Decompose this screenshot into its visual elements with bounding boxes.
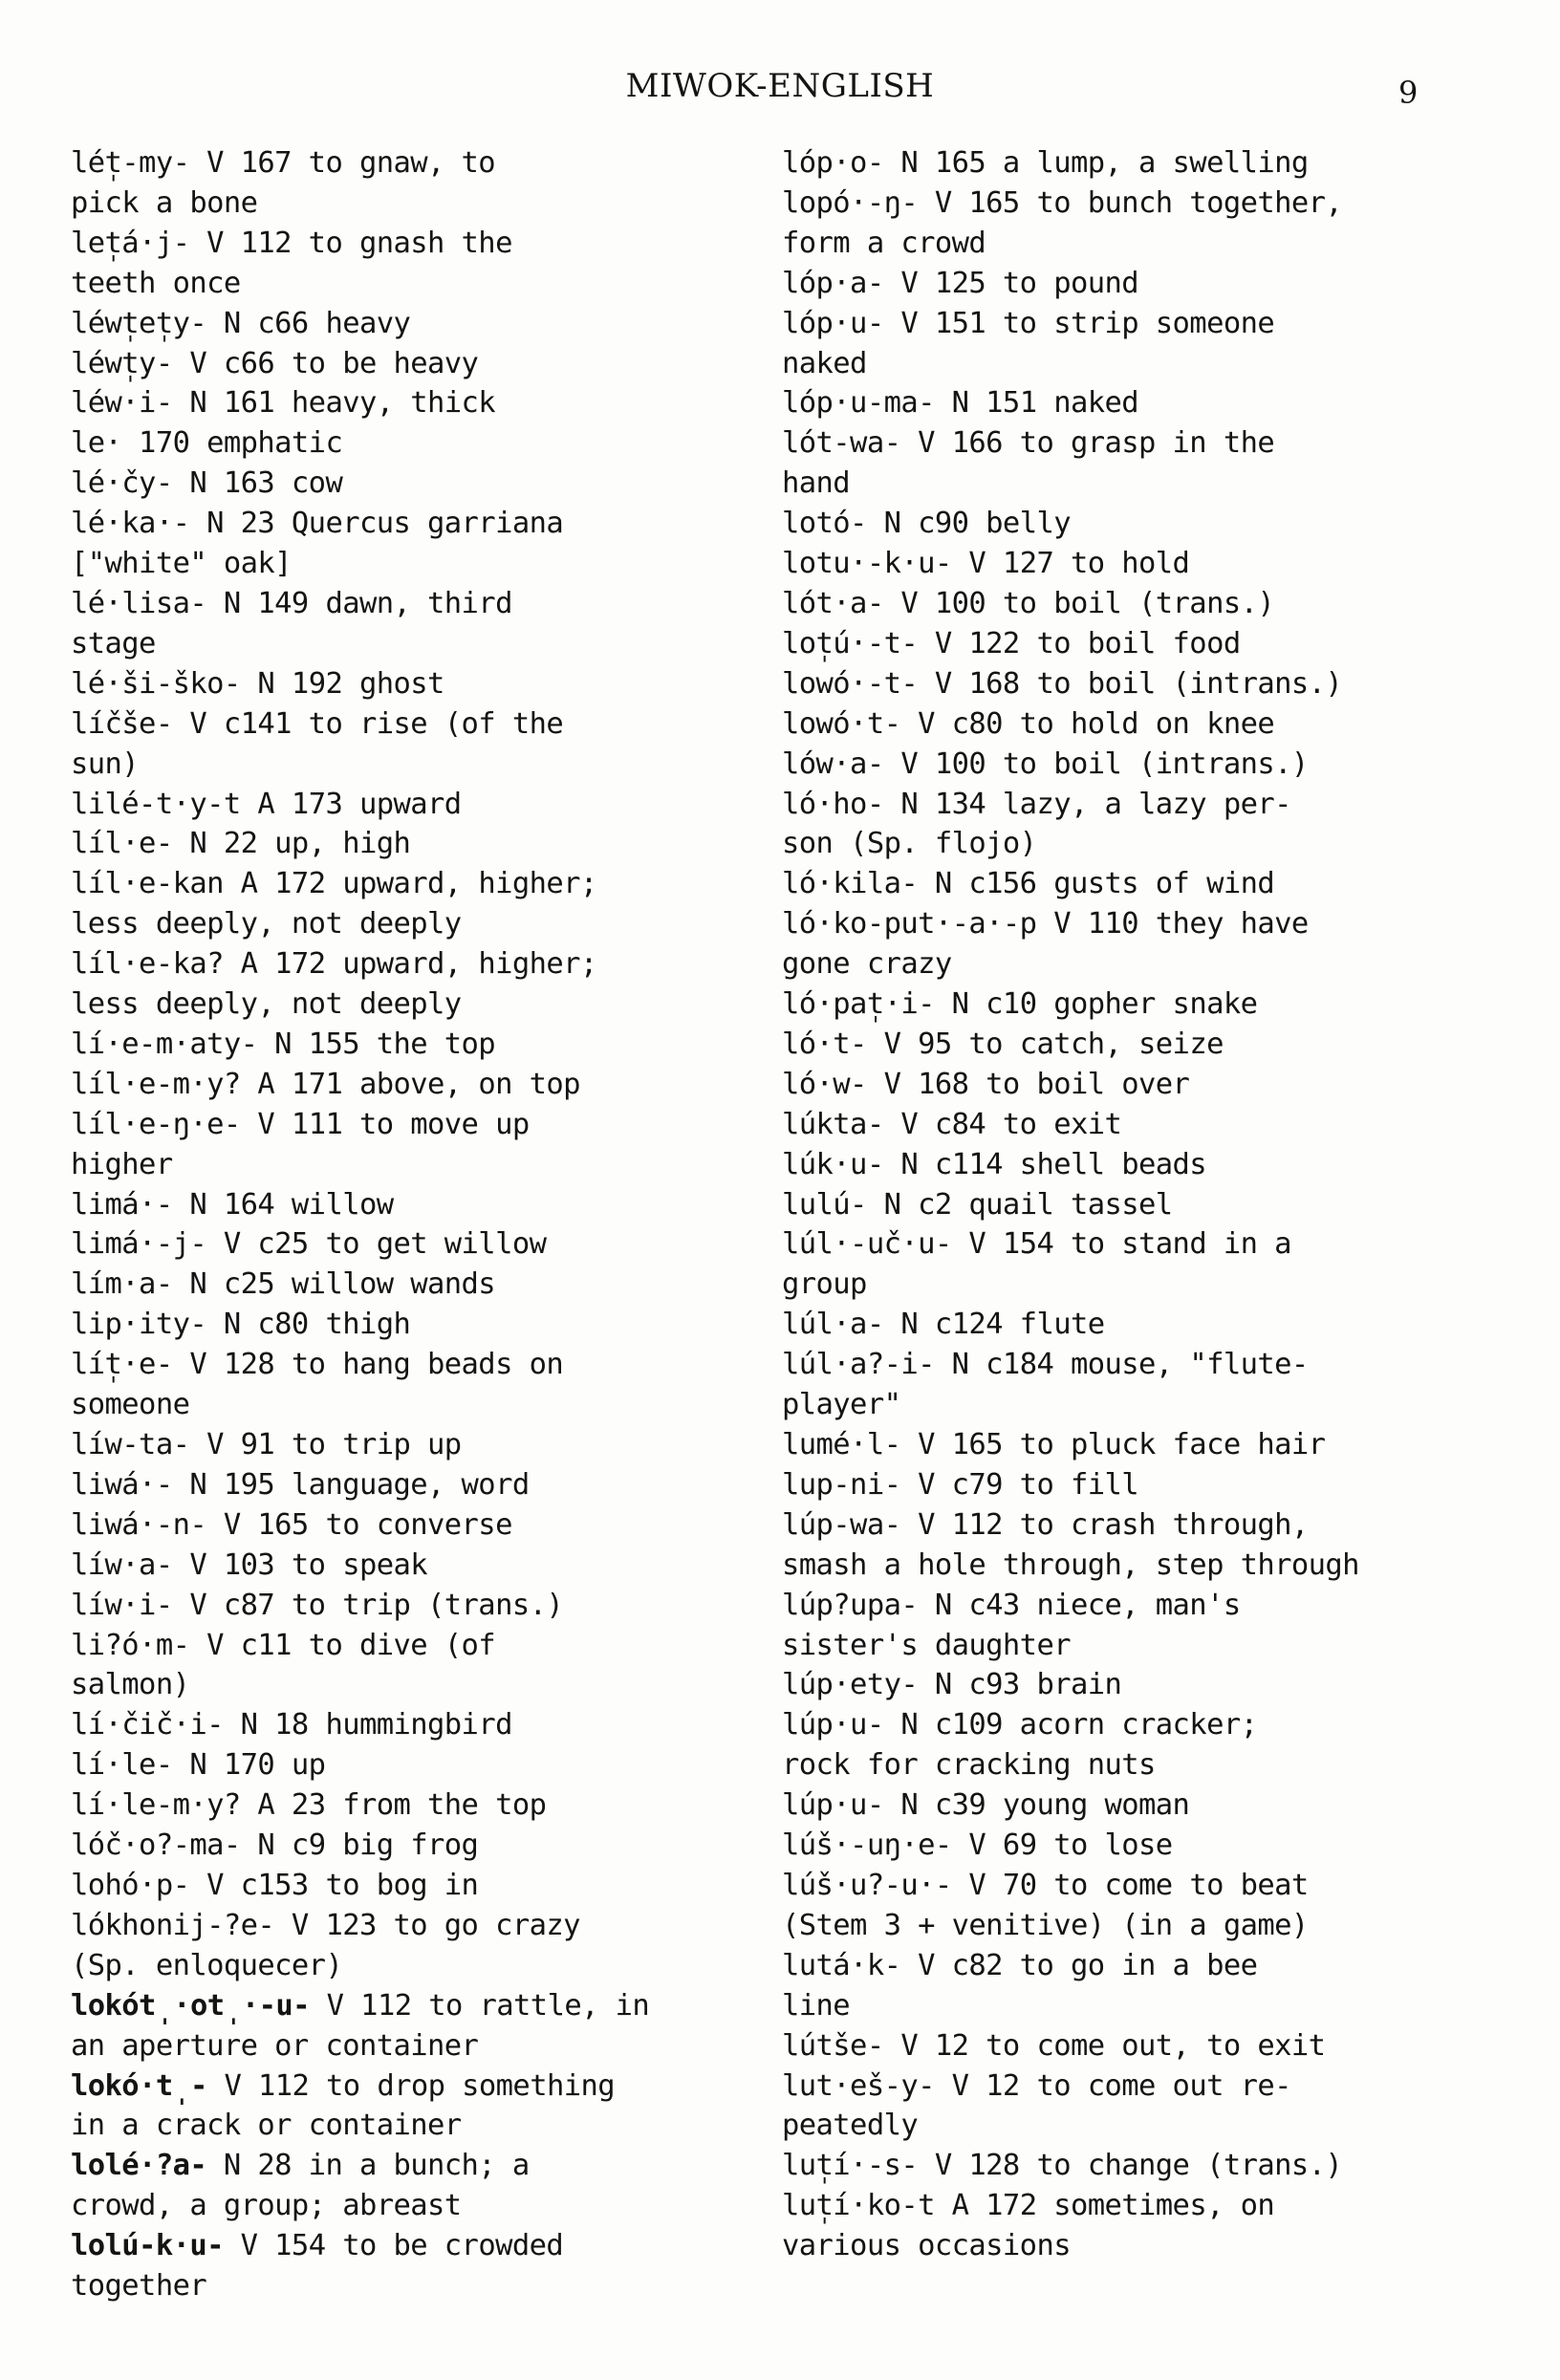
- entry-definition: V 165 to bunch together,: [918, 185, 1343, 220]
- entry-continuation: naked: [782, 346, 867, 380]
- entry-definition: V c80 to hold on knee: [900, 706, 1275, 741]
- entry-continuation: various occasions: [782, 2229, 1071, 2263]
- dictionary-entry: [782, 383, 1489, 423]
- entry-definition: V 128 to change (trans.): [918, 2149, 1343, 2183]
- entry-definition: V 165 to converse: [206, 1507, 512, 1542]
- entry-definition: N c80 thigh: [206, 1308, 411, 1342]
- entry-definition: A 172 sometimes, on: [934, 2189, 1275, 2223]
- entry-headword: lúš·u?-u·-: [782, 1868, 952, 1902]
- entry-continuation: gone crazy: [782, 947, 952, 982]
- dictionary-entry: [782, 1465, 1489, 1505]
- running-head: MIWOK-ENGLISH: [625, 67, 935, 105]
- entry-definition: N 165 a lump, a swelling: [883, 146, 1309, 180]
- entry-headword: lí·le-m·y?: [71, 1788, 241, 1823]
- entry-definition: N c124 flute: [883, 1308, 1105, 1342]
- entry-headword: lúš·-uŋ·e-: [782, 1828, 952, 1863]
- dictionary-entry: [71, 1705, 749, 1745]
- dictionary-entry: [782, 1946, 1489, 2026]
- entry-definition: V 112 to rattle, in: [309, 1988, 650, 2023]
- entry-headword: lóp·a-: [782, 266, 884, 300]
- entry-definition: V 95 to catch, seize: [866, 1027, 1224, 1061]
- dictionary-entry: [782, 904, 1489, 984]
- entry-continuation: smash a hole through, step through: [782, 1547, 1359, 1582]
- entry-continuation: sister's daughter: [782, 1628, 1071, 1662]
- dictionary-entry: [782, 1665, 1489, 1705]
- entry-headword: lóp·u-: [782, 306, 884, 340]
- entry-definition: V c84 to exit: [883, 1107, 1122, 1141]
- entry-headword: líl·e-kan: [71, 867, 224, 901]
- entry-definition: V 69 to lose: [951, 1828, 1173, 1863]
- dictionary-entry: [782, 1185, 1489, 1225]
- dictionary-entry: [782, 2146, 1489, 2186]
- entry-continuation: hand: [782, 466, 851, 501]
- entry-definition: N 155 the top: [257, 1027, 496, 1061]
- dictionary-entry: [71, 504, 749, 584]
- dictionary-entry: [71, 704, 749, 785]
- entry-continuation: less deeply, not deeply: [71, 907, 462, 941]
- dictionary-entry: [782, 2026, 1489, 2066]
- entry-headword: lut·eš-y-: [782, 2068, 935, 2103]
- entry-definition: N 149 dawn, third: [206, 586, 512, 620]
- entry-headword: lé·ši-ško-: [71, 666, 241, 701]
- entry-definition: N 195 language, word: [172, 1467, 530, 1502]
- entry-continuation: rock for cracking nuts: [782, 1748, 1156, 1783]
- dictionary-entry: [71, 1505, 749, 1546]
- entry-headword: lohó·p-: [71, 1868, 190, 1902]
- entry-definition: V 167 to gnaw, to: [189, 146, 496, 180]
- entry-headword: let̩á·j-: [71, 226, 190, 260]
- entry-headword: lolé·?a-: [71, 2149, 207, 2183]
- entry-headword: léwt̩y-: [71, 346, 173, 380]
- dictionary-entry: [782, 184, 1489, 264]
- dictionary-entry: [782, 1866, 1489, 1946]
- entry-headword: liwá·-n-: [71, 1507, 207, 1542]
- entry-definition: N 22 up, high: [172, 827, 411, 861]
- dictionary-entry: [782, 2066, 1489, 2147]
- dictionary-entry: [71, 1345, 749, 1425]
- entry-headword: lúp-wa-: [782, 1507, 901, 1542]
- dictionary-entry: [71, 304, 749, 344]
- entry-headword: lowó·-t-: [782, 666, 919, 701]
- dictionary-entry: [782, 664, 1489, 704]
- entry-definition: N c2 quail tassel: [866, 1187, 1173, 1222]
- entry-headword: lúkta-: [782, 1107, 884, 1141]
- entry-headword: lót·a-: [782, 586, 884, 620]
- dictionary-entry: [782, 1105, 1489, 1145]
- entry-continuation: higher: [71, 1147, 173, 1181]
- entry-headword: lotu·-k·u-: [782, 547, 952, 581]
- entry-headword: lúl·-uč·u-: [782, 1227, 952, 1262]
- entry-continuation: salmon): [71, 1668, 190, 1702]
- entry-headword: lókhonij-?e-: [71, 1908, 275, 1942]
- dictionary-entry: [71, 423, 749, 464]
- entry-definition: V 112 to gnash the: [189, 226, 512, 260]
- entry-headword: líl·e-ŋ·e-: [71, 1107, 241, 1141]
- entry-headword: lilé-t·y-t: [71, 787, 241, 821]
- dictionary-entry: [782, 1025, 1489, 1065]
- entry-definition: N c93 brain: [918, 1668, 1122, 1702]
- entry-definition: N 161 heavy, thick: [172, 386, 496, 421]
- dictionary-entry: [71, 1065, 749, 1105]
- entry-definition: N c25 willow wands: [172, 1267, 496, 1302]
- dictionary-entry: [71, 1265, 749, 1305]
- entry-headword: lów·a-: [782, 746, 884, 781]
- dictionary-entry: [71, 1305, 749, 1345]
- entry-headword: léw·i-: [71, 386, 173, 421]
- entry-headword: léwt̩et̩y-: [71, 306, 207, 340]
- entry-continuation: pick a bone: [71, 185, 258, 220]
- entry-definition: V 151 to strip someone: [883, 306, 1275, 340]
- entry-definition: V 111 to move up: [240, 1107, 530, 1141]
- dictionary-entry: [71, 1465, 749, 1505]
- entry-definition: V 154 to be crowded: [223, 2229, 564, 2263]
- entry-headword: lumé·l-: [782, 1428, 901, 1461]
- entry-definition: V 70 to come to beat: [951, 1868, 1309, 1902]
- entry-continuation: (Stem 3 + venitive) (in a game): [782, 1908, 1309, 1942]
- entry-definition: N 163 cow: [172, 466, 343, 501]
- entry-continuation: an aperture or container: [71, 2028, 479, 2063]
- entry-headword: liwá·-: [71, 1467, 173, 1502]
- entry-definition: N c39 young woman: [883, 1788, 1190, 1823]
- entry-definition: N c90 belly: [866, 507, 1071, 541]
- entry-definition: V c153 to bog in: [189, 1868, 479, 1902]
- dictionary-entry: [71, 1185, 749, 1225]
- dictionary-entry: [782, 1505, 1489, 1586]
- entry-headword: lím·a-: [71, 1267, 173, 1302]
- entry-headword: lopó·-ŋ-: [782, 185, 919, 220]
- entry-definition: V 110 they have: [1036, 907, 1309, 941]
- entry-definition: V 112 to drop something: [206, 2068, 616, 2103]
- entry-definition: N 23 Quercus garriana: [189, 507, 564, 541]
- dictionary-entry: [71, 224, 749, 304]
- dictionary-entry: [71, 383, 749, 423]
- dictionary-entry: [71, 1546, 749, 1586]
- entry-headword: lúp?upa-: [782, 1588, 919, 1622]
- entry-definition: N c66 heavy: [206, 306, 411, 340]
- entry-definition: A 23 from the top: [240, 1788, 547, 1823]
- entry-continuation: player": [782, 1388, 901, 1422]
- dictionary-entry: [71, 824, 749, 864]
- entry-headword: li?ó·m-: [71, 1628, 190, 1662]
- entry-definition: V 168 to boil over: [866, 1067, 1190, 1101]
- page-number: 9: [1398, 75, 1419, 111]
- entry-definition: A 172 upward, higher;: [223, 867, 597, 901]
- entry-definition: V 127 to hold: [951, 547, 1190, 581]
- entry-continuation: less deeply, not deeply: [71, 987, 462, 1022]
- entry-headword: lúl·a?-i-: [782, 1348, 935, 1382]
- entry-headword: lí·le-: [71, 1748, 173, 1783]
- dictionary-entry: [782, 1345, 1489, 1425]
- dictionary-entry: [71, 1745, 749, 1785]
- dictionary-entry: [782, 1425, 1489, 1465]
- dictionary-entry: [71, 2146, 749, 2226]
- entry-headword: líl·e-: [71, 827, 173, 861]
- entry-definition: V 128 to hang beads on: [172, 1348, 564, 1382]
- dictionary-entry: [71, 785, 749, 825]
- entry-continuation: form a crowd: [782, 226, 986, 260]
- entry-definition: V c82 to go in a bee: [900, 1948, 1258, 1982]
- dictionary-entry: [782, 143, 1489, 184]
- dictionary-entry: [71, 1626, 749, 1706]
- dictionary-entry: [71, 143, 749, 224]
- dictionary-entry: [71, 944, 749, 1025]
- entry-headword: lúp·ety-: [782, 1668, 919, 1702]
- entry-headword: líw·i-: [71, 1588, 173, 1622]
- dictionary-entry: [782, 864, 1489, 904]
- entry-definition: V 165 to pluck face hair: [900, 1428, 1326, 1461]
- entry-definition: V c141 to rise (of the: [172, 706, 564, 741]
- entry-headword: lí·čič·i-: [71, 1708, 224, 1742]
- entry-headword: lip·ity-: [71, 1308, 207, 1342]
- entry-continuation: stage: [71, 626, 156, 660]
- dictionary-entry: [782, 984, 1489, 1025]
- entry-definition: V 103 to speak: [172, 1547, 428, 1582]
- dictionary-entry: [782, 1586, 1489, 1666]
- entry-headword: lútše-: [782, 2028, 884, 2063]
- entry-definition: V c25 to get willow: [206, 1227, 547, 1262]
- entry-headword: ló·t-: [782, 1027, 867, 1061]
- dictionary-entry: [782, 423, 1489, 504]
- entry-headword: líl·e-m·y?: [71, 1067, 241, 1101]
- entry-headword: ló·w-: [782, 1067, 867, 1101]
- dictionary-entry: [71, 1906, 749, 1986]
- entry-definition: N c184 mouse, "flute-: [934, 1348, 1309, 1382]
- entry-headword: lokót̩·ot̩·-u-: [71, 1988, 310, 2023]
- entry-definition: N c156 gusts of wind: [918, 867, 1275, 901]
- dictionary-entry: [782, 1305, 1489, 1345]
- dictionary-entry: [71, 464, 749, 504]
- entry-headword: líčše-: [71, 706, 173, 741]
- entry-definition: V 91 to trip up: [189, 1428, 462, 1461]
- dictionary-entry: [71, 1785, 749, 1826]
- entry-headword: le·: [71, 426, 122, 461]
- dictionary-entry: [782, 504, 1489, 544]
- entry-headword: lut̩í·-s-: [782, 2149, 919, 2183]
- entry-definition: V 168 to boil (intrans.): [918, 666, 1343, 701]
- entry-definition: V 112 to crash through,: [900, 1507, 1309, 1542]
- entry-headword: líw-ta-: [71, 1428, 190, 1461]
- entry-definition: N 134 lazy, a lazy per-: [883, 787, 1291, 821]
- entry-continuation: ["white" oak]: [71, 547, 292, 581]
- entry-definition: A 171 above, on top: [240, 1067, 580, 1101]
- entry-definition: 170 emphatic: [121, 426, 343, 461]
- right-column: [782, 143, 1489, 2266]
- entry-definition: A 173 upward: [240, 787, 462, 821]
- entry-headword: lolú-k·u-: [71, 2229, 224, 2263]
- entry-definition: N c43 niece, man's: [918, 1588, 1241, 1622]
- entry-definition: V 122 to boil food: [918, 626, 1241, 660]
- dictionary-entry: [782, 624, 1489, 664]
- dictionary-entry: [71, 584, 749, 664]
- entry-continuation: someone: [71, 1388, 190, 1422]
- dictionary-entry: [71, 1586, 749, 1626]
- dictionary-entry: [782, 1065, 1489, 1105]
- entry-definition: N 170 up: [172, 1748, 326, 1783]
- dictionary-entry: [71, 1866, 749, 1906]
- entry-headword: lulú-: [782, 1187, 867, 1222]
- dictionary-entry: [71, 2226, 749, 2306]
- dictionary-entry: [71, 1105, 749, 1185]
- entry-headword: lotó-: [782, 507, 867, 541]
- dictionary-entry: [71, 1826, 749, 1866]
- dictionary-entry: [71, 1025, 749, 1065]
- entry-headword: líl·e-ka?: [71, 947, 224, 982]
- entry-definition: V c66 to be heavy: [172, 346, 479, 380]
- entry-continuation: son (Sp. flojo): [782, 827, 1037, 861]
- entry-definition: V c11 to dive (of: [189, 1628, 496, 1662]
- entry-continuation: (Sp. enloquecer): [71, 1948, 343, 1982]
- entry-definition: N 18 hummingbird: [223, 1708, 512, 1742]
- entry-continuation: together: [71, 2269, 207, 2304]
- dictionary-entry: [71, 1224, 749, 1265]
- dictionary-entry: [782, 1224, 1489, 1305]
- entry-headword: lóp·o-: [782, 146, 884, 180]
- entry-headword: líw·a-: [71, 1547, 173, 1582]
- entry-definition: N c114 shell beads: [883, 1147, 1207, 1181]
- entry-headword: lut̩í·ko-t: [782, 2189, 935, 2223]
- entry-definition: N c109 acorn cracker;: [883, 1708, 1258, 1742]
- entry-definition: V 166 to grasp in the: [900, 426, 1275, 461]
- entry-continuation: crowd, a group; abreast: [71, 2189, 462, 2223]
- dictionary-entry: [71, 1425, 749, 1465]
- entry-definition: V c79 to fill: [900, 1467, 1139, 1502]
- entry-headword: lóp·u-ma-: [782, 386, 935, 421]
- entry-headword: lé·lisa-: [71, 586, 207, 620]
- entry-headword: lé·ka·-: [71, 507, 190, 541]
- entry-headword: lúk·u-: [782, 1147, 884, 1181]
- entry-headword: limá·-: [71, 1187, 173, 1222]
- dictionary-entry: [782, 264, 1489, 304]
- entry-definition: V 154 to stand in a: [951, 1227, 1291, 1262]
- entry-continuation: in a crack or container: [71, 2109, 462, 2143]
- entry-continuation: sun): [71, 746, 140, 781]
- dictionary-entry: [782, 1705, 1489, 1785]
- entry-definition: N 164 willow: [172, 1187, 394, 1222]
- entry-headword: lí·e-m·aty-: [71, 1027, 258, 1061]
- entry-headword: lot̩ú·-t-: [782, 626, 919, 660]
- entry-headword: lutá·k-: [782, 1948, 901, 1982]
- dictionary-entry: [71, 344, 749, 384]
- entry-headword: lúp·u-: [782, 1788, 884, 1823]
- entry-definition: N c10 gopher snake: [934, 987, 1258, 1022]
- entry-headword: lup-ni-: [782, 1467, 901, 1502]
- entry-continuation: teeth once: [71, 266, 241, 300]
- entry-headword: ló·ko-put·-a·-p: [782, 907, 1037, 941]
- entry-headword: limá·-j-: [71, 1227, 207, 1262]
- dictionary-entry: [782, 544, 1489, 584]
- dictionary-entry: [782, 785, 1489, 865]
- entry-definition: V 100 to boil (trans.): [883, 586, 1275, 620]
- entry-headword: lokó·t̩-: [71, 2068, 207, 2103]
- entry-headword: ló·ho-: [782, 787, 884, 821]
- entry-continuation: group: [782, 1267, 867, 1302]
- entry-definition: N 151 naked: [934, 386, 1139, 421]
- entry-definition: V 12 to come out re-: [934, 2068, 1291, 2103]
- entry-definition: N 28 in a bunch; a: [206, 2149, 530, 2183]
- dictionary-entry: [782, 1826, 1489, 1866]
- entry-definition: V 125 to pound: [883, 266, 1139, 300]
- dictionary-entry: [782, 584, 1489, 624]
- entry-definition: A 172 upward, higher;: [223, 947, 597, 982]
- dictionary-entry: [71, 2066, 749, 2147]
- left-column: [71, 143, 749, 2306]
- entry-headword: lót-wa-: [782, 426, 901, 461]
- entry-headword: lóč·o?-ma-: [71, 1828, 241, 1863]
- entry-headword: lúl·a-: [782, 1308, 884, 1342]
- entry-definition: V 123 to go crazy: [274, 1908, 580, 1942]
- entry-continuation: peatedly: [782, 2109, 919, 2143]
- entry-continuation: line: [782, 1988, 851, 2023]
- entry-headword: lít̩·e-: [71, 1348, 173, 1382]
- entry-headword: lét̩-my-: [71, 146, 190, 180]
- dictionary-entry: [71, 864, 749, 944]
- entry-headword: lé·čy-: [71, 466, 173, 501]
- dictionary-entry: [782, 1145, 1489, 1185]
- entry-headword: ló·pat̩·i-: [782, 987, 935, 1022]
- dictionary-entry: [71, 1986, 749, 2066]
- entry-definition: N c9 big frog: [240, 1828, 479, 1863]
- entry-definition: N 192 ghost: [240, 666, 444, 701]
- dictionary-entry: [782, 304, 1489, 384]
- entry-definition: V c87 to trip (trans.): [172, 1588, 564, 1622]
- dictionary-entry: [782, 2186, 1489, 2266]
- entry-definition: V 100 to boil (intrans.): [883, 746, 1309, 781]
- entry-definition: V 12 to come out, to exit: [883, 2028, 1326, 2063]
- dictionary-entry: [71, 664, 749, 704]
- entry-headword: ló·kila-: [782, 867, 919, 901]
- dictionary-entry: [782, 1785, 1489, 1826]
- entry-headword: lúp·u-: [782, 1708, 884, 1742]
- dictionary-entry: [782, 704, 1489, 745]
- dictionary-entry: [782, 745, 1489, 785]
- entry-headword: lowó·t-: [782, 706, 901, 741]
